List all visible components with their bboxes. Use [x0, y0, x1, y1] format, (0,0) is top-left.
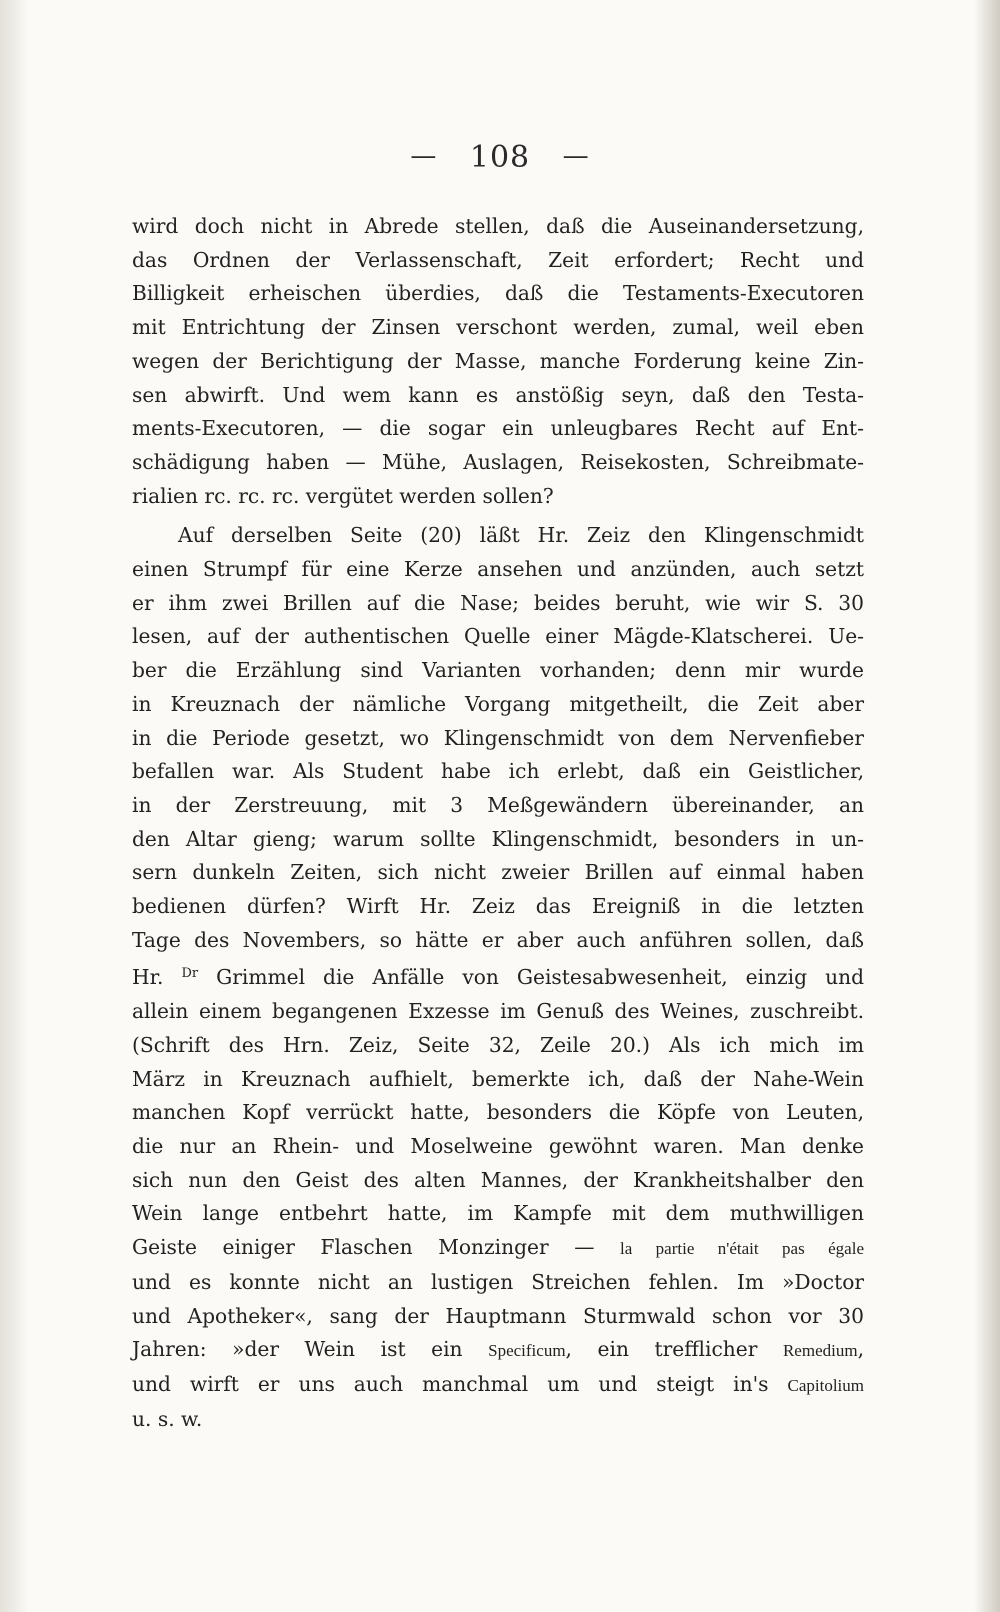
text-line: [132, 1368, 864, 1403]
text-line: sich nun den Geist des alten Mannes, der Krankheitshalber den: [132, 1167, 864, 1192]
latin-phrase: la partie n'était pas égale: [620, 1239, 864, 1259]
text-line: [132, 1333, 864, 1368]
page-edge-shadow: [974, 0, 1000, 1612]
page-number: 108: [469, 140, 531, 175]
binding-gutter: [0, 0, 28, 1612]
text-line: er ihm zwei Brillen auf die Nase; beides beruht, wie wir S. 30: [132, 590, 864, 615]
text-line: in Kreuznach der nämliche Vorgang mitgetheilt, die Zeit aber: [132, 691, 864, 716]
text-line: [132, 1231, 864, 1266]
paragraph-1: [132, 210, 864, 513]
latin-word: Specificum: [488, 1341, 566, 1361]
text-line: sen abwirft. Und wem kann es anstößig seyn, daß den Testa-: [132, 382, 864, 407]
body-text: [132, 210, 864, 1436]
text-line: ments-Executoren, — die sogar ein unleugbares Recht auf Ent-: [132, 416, 864, 441]
text-fragment: , ein trefflicher: [565, 1337, 783, 1362]
text-line: rialien rc. rc. rc. vergütet werden sollen?: [132, 483, 554, 508]
text-fragment: Grimmel die Anfälle von Geistesabwesenheit, einzig und: [198, 965, 864, 990]
text-line: in der Zerstreuung, mit 3 Meßgewändern übereinander, an: [132, 792, 864, 817]
text-fragment: und wirft er uns auch manchmal um und steigt in's: [132, 1371, 788, 1396]
text-line: u. s. w.: [132, 1406, 203, 1431]
text-line: März in Kreuznach aufhielt, bemerkte ich, daß der Nahe-Wein: [132, 1066, 864, 1091]
text-line: mit Entrichtung der Zinsen verschont werden, zumal, weil eben: [132, 315, 864, 340]
text-line: wegen der Berichtigung der Masse, manche Forderung keine Zin-: [132, 348, 864, 373]
text-line: (Schrift des Hrn. Zeiz, Seite 32, Zeile 20.) Als ich mich im: [132, 1032, 864, 1057]
text-line: und Apotheker«, sang der Hauptmann Sturmwald schon vor 30: [132, 1303, 864, 1328]
text-line: wird doch nicht in Abrede stellen, daß die Auseinandersetzung,: [132, 214, 864, 238]
text-line: ber die Erzählung sind Varianten vorhanden; denn mir wurde: [132, 658, 864, 683]
text-line: in die Periode gesetzt, wo Klingenschmidt von dem Nervenfieber: [132, 725, 864, 750]
text-line: Tage des Novembers, so hätte er aber auch anführen sollen, daß: [132, 927, 864, 952]
text-line: manchen Kopf verrückt hatte, besonders die Köpfe von Leuten,: [132, 1100, 864, 1125]
text-line: befallen war. Als Student habe ich erlebt, daß ein Geistlicher,: [132, 759, 864, 784]
text-fragment: Geiste einiger Flaschen Monzinger —: [132, 1235, 620, 1260]
text-line: Auf derselben Seite (20) läßt Hr. Zeiz den Klingenschmidt: [178, 523, 864, 548]
text-line: die nur an Rhein- und Moselweine gewöhnt waren. Man denke: [132, 1133, 864, 1158]
text-fragment: ,: [857, 1337, 864, 1362]
text-line: und es konnte nicht an lustigen Streichen fehlen. Im »Doctor: [132, 1269, 864, 1294]
doctor-abbreviation: Dr: [181, 966, 199, 982]
paragraph-2: [132, 519, 864, 1436]
text-line: allein einem begangenen Exzesse im Genuß des Weines, zuschreibt.: [132, 999, 864, 1024]
latin-word: Capitolium: [787, 1375, 864, 1395]
text-line: schädigung haben — Mühe, Auslagen, Reisekosten, Schreibmate-: [132, 449, 864, 474]
latin-word: Remedium: [782, 1341, 858, 1361]
text-line: bedienen dürfen? Wirft Hr. Zeiz das Ereigniß in die letzten: [132, 894, 864, 919]
text-line: den Altar gieng; warum sollte Klingenschmidt, besonders in un-: [132, 826, 864, 851]
header-dash-left: —: [410, 141, 438, 171]
text-line: einen Strumpf für eine Kerze ansehen und anzünden, auch setzt: [132, 557, 864, 582]
text-line: lesen, auf der authentischen Quelle einer Mägde-Klatscherei. Ue-: [132, 624, 864, 649]
text-line: das Ordnen der Verlassenschaft, Zeit erfordert; Recht und: [132, 247, 864, 272]
text-line: sern dunkeln Zeiten, sich nicht zweier Brillen auf einmal haben: [132, 860, 864, 885]
text-line: Billigkeit erheischen überdies, daß die Testaments-Executoren: [132, 281, 864, 306]
text-line: [132, 957, 864, 995]
page-header: [0, 140, 1000, 175]
text-fragment: Jahren: »der Wein ist ein: [132, 1337, 489, 1362]
header-dash-right: —: [562, 141, 590, 171]
text-fragment: Hr.: [132, 965, 182, 990]
text-line: Wein lange entbehrt hatte, im Kampfe mit dem muthwilligen: [132, 1201, 864, 1226]
